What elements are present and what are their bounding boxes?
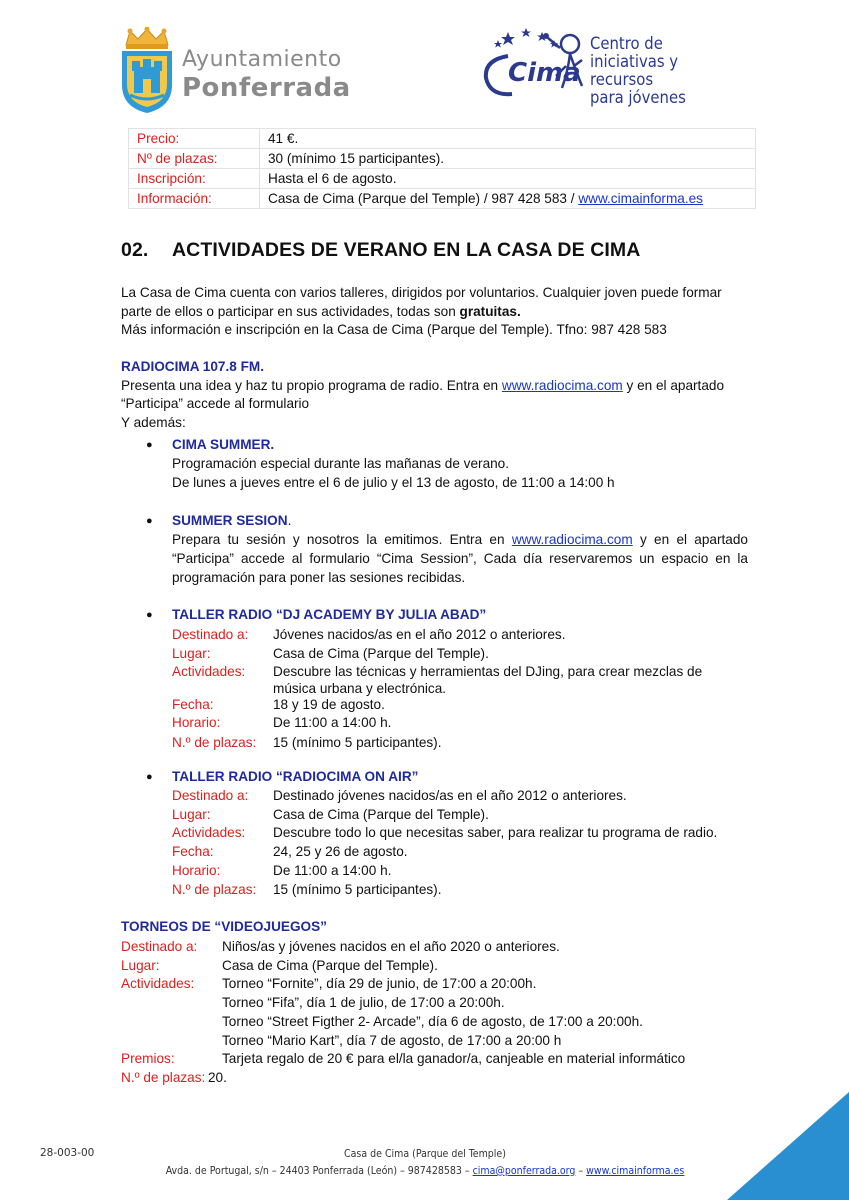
info-key: Nº de plazas:	[129, 149, 260, 169]
detail-row	[172, 806, 752, 825]
on-air-details	[172, 787, 752, 899]
dj-academy-title	[172, 605, 748, 624]
cima-summer-title: CIMA SUMMER.	[172, 437, 275, 452]
detail-value: Torneo “Fornite”, día 29 de junio, de 17:00 a 20:00h.	[222, 976, 537, 992]
detail-key: Lugar:	[172, 806, 211, 822]
cima-tagline-line1: Centro de	[590, 34, 663, 53]
detail-value: Torneo “Street Figther 2- Arcade”, día 6 de agosto, de 17:00 a 20:00h.	[222, 1013, 643, 1029]
torneos-details	[121, 938, 761, 1088]
intro-text: parte de ellos o participar en sus actividades, todas son	[121, 303, 460, 319]
detail-key: Destinado a:	[121, 939, 198, 954]
dj-academy-details	[172, 626, 752, 753]
dj-academy-title-text: TALLER RADIO “DJ ACADEMY BY JULIA ABAD”	[172, 607, 487, 622]
cima-summer-block	[172, 435, 748, 492]
footer-line1: Casa de Cima (Parque del Temple)	[344, 1148, 506, 1160]
detail-key: N.º de plazas:	[172, 734, 257, 750]
bullet-icon: ●	[146, 609, 153, 621]
detail-key: Premios:	[121, 1051, 175, 1067]
torneos-title	[121, 918, 761, 937]
detail-value: Destinado jóvenes nacidos/as en el año 2012 o anteriores.	[273, 788, 627, 803]
detail-row	[121, 1050, 761, 1069]
detail-row	[172, 626, 752, 645]
detail-value: Torneo “Mario Kart”, día 7 de agosto, de 17:00 a 20:00 h	[222, 1032, 562, 1048]
table-row	[129, 189, 756, 209]
info-text: Casa de Cima (Parque del Temple) / 987 428 583 /	[268, 191, 579, 206]
detail-row	[172, 645, 752, 664]
summer-session-text: y en el apartado	[632, 532, 748, 547]
detail-key: N.º de plazas:	[172, 881, 257, 897]
info-key: Información:	[129, 189, 260, 209]
cima-tagline	[590, 35, 738, 107]
detail-value: 24, 25 y 26 de agosto.	[273, 844, 408, 860]
detail-key: Horario:	[172, 862, 221, 878]
intro-line	[121, 303, 761, 322]
cima-logo	[478, 26, 738, 106]
detail-value: Descubre las técnicas y herramientas del DJing, para crear mezclas de música urbana y electrónica.	[273, 664, 703, 696]
bullet-icon: ●	[146, 771, 153, 783]
corner-triangle-decoration	[727, 1092, 849, 1200]
summer-session-block	[172, 511, 748, 587]
detail-value: Niños/as y jóvenes nacidos en el año 2020 o anteriores.	[222, 939, 560, 954]
detail-key: Actividades:	[172, 825, 246, 841]
radiocima-link[interactable]: www.radiocima.com	[501, 377, 623, 393]
torneos-title-text: TORNEOS DE “VIDEOJUEGOS”	[121, 919, 327, 934]
detail-row	[121, 957, 761, 976]
detail-value: Jóvenes nacidos/as en el año 2012 o anteriores.	[273, 627, 566, 642]
detail-value: Casa de Cima (Parque del Temple).	[273, 806, 489, 822]
page-footer	[120, 1146, 730, 1180]
summer-session-line	[172, 530, 748, 549]
detail-row	[172, 734, 752, 753]
radiocima-line: Y además:	[121, 414, 186, 430]
ponferrada-shield-icon	[118, 27, 176, 115]
intro-line: Más información e inscripción en la Casa de Cima (Parque del Temple). Tfno: 987 428 583	[121, 322, 667, 337]
detail-row	[121, 938, 761, 957]
detail-row	[121, 1013, 761, 1032]
summer-session-text: Prepara tu sesión y nosotros la emitimos. Entra en	[172, 532, 512, 547]
cimainforma-link[interactable]: www.cimainforma.es	[578, 191, 703, 206]
detail-row	[121, 1032, 761, 1051]
detail-value: 15 (mínimo 5 participantes).	[273, 881, 442, 897]
info-value: 30 (mínimo 15 participantes).	[260, 149, 756, 169]
bullet-icon: ●	[146, 515, 153, 527]
radiocima-title: RADIOCIMA 107.8 FM.	[121, 359, 265, 374]
detail-key: N.º de plazas:	[121, 1069, 206, 1085]
detail-value: Casa de Cima (Parque del Temple).	[222, 957, 438, 973]
detail-key: Actividades:	[172, 664, 246, 680]
on-air-title-text: TALLER RADIO “RADIOCIMA ON AIR”	[172, 769, 419, 784]
on-air-title	[172, 767, 748, 786]
website-link[interactable]: www.cimainforma.es	[586, 1165, 685, 1177]
summer-session-dot: .	[287, 513, 292, 528]
radiocima-text: Presenta una idea y haz tu propio programa de radio. Entra en	[121, 377, 502, 393]
detail-row	[121, 1069, 761, 1088]
detail-value: 15 (mínimo 5 participantes).	[273, 734, 442, 750]
section-heading	[121, 239, 640, 262]
detail-value: De 11:00 a 14:00 h.	[273, 862, 392, 878]
cima-summer-line: De lunes a jueves entre el 6 de julio y el 13 de agosto, de 11:00 a 14:00 h	[172, 475, 615, 490]
detail-row	[172, 787, 752, 806]
document-code: 28-003-00	[40, 1147, 95, 1159]
detail-key: Destinado a:	[172, 627, 249, 642]
detail-row	[172, 881, 752, 900]
table-row	[129, 129, 756, 149]
ayuntamiento-wordmark	[182, 47, 351, 103]
radiocima-line	[121, 377, 761, 396]
email-link[interactable]: cima@ponferrada.org	[472, 1165, 576, 1177]
footer-address: Avda. de Portugal, s/n – 24403 Ponferrada (León) – 987428583 –	[165, 1165, 473, 1177]
detail-key: Lugar:	[121, 957, 160, 973]
detail-row	[172, 697, 752, 714]
detail-key	[121, 1032, 222, 1051]
footer-separator: –	[575, 1165, 587, 1177]
radiocima-link[interactable]: www.radiocima.com	[511, 532, 633, 547]
cima-tagline-line2: iniciativas y recursos	[590, 52, 679, 89]
section-title: ACTIVIDADES DE VERANO EN LA CASA DE CIMA	[172, 239, 641, 261]
summer-session-line: programación para poner las sesiones recibidas.	[172, 570, 466, 585]
detail-value: Descubre todo lo que necesitas saber, para realizar tu programa de radio.	[273, 825, 718, 841]
detail-value: 20.	[208, 1069, 227, 1085]
summer-session-line: “Participa” accede al formulario “Cima Session”, Cada día reservaremos un espacio en la	[172, 551, 748, 566]
intro-paragraph	[121, 284, 761, 340]
radiocima-line: “Participa” accede al formulario	[121, 396, 310, 411]
radiocima-text: y en el apartado	[622, 377, 725, 393]
cima-tagline-line3: para jóvenes	[590, 88, 686, 107]
intro-line: La Casa de Cima cuenta con varios talleres, dirigidos por voluntarios. Cualquier joven puede formar	[121, 285, 722, 300]
info-value: Hasta el 6 de agosto.	[260, 169, 756, 189]
detail-key: Fecha:	[172, 697, 214, 713]
detail-row	[121, 994, 761, 1013]
table-row	[129, 149, 756, 169]
detail-value: Tarjeta regalo de 20 € para el/la ganador/a, canjeable en material informático	[222, 1051, 686, 1067]
bullet-icon: ●	[146, 439, 153, 451]
summer-session-heading	[172, 511, 748, 530]
radiocima-block	[121, 358, 761, 432]
info-key: Precio:	[129, 129, 260, 149]
ayuntamiento-line1: Ayuntamiento	[182, 47, 342, 72]
cima-summer-line: Programación especial durante las mañanas de verano.	[172, 456, 510, 471]
detail-key	[121, 994, 222, 1013]
footer-line2	[120, 1163, 730, 1180]
cima-wordmark: Cima	[508, 58, 581, 88]
detail-value: 18 y 19 de agosto.	[273, 697, 385, 713]
detail-row	[172, 664, 752, 697]
detail-row	[172, 843, 752, 862]
ayuntamiento-line2: Ponferrada	[182, 73, 351, 103]
detail-row	[172, 862, 752, 881]
table-row	[129, 169, 756, 189]
detail-value: Torneo “Fifa”, día 1 de julio, de 17:00 a 20:00h.	[222, 995, 505, 1011]
course-info-table	[128, 128, 756, 209]
section-number: 02.	[121, 239, 149, 261]
detail-key: Lugar:	[172, 645, 211, 661]
info-key: Inscripción:	[129, 169, 260, 189]
detail-key: Actividades:	[121, 976, 195, 992]
detail-key: Destinado a:	[172, 788, 249, 803]
detail-value: Casa de Cima (Parque del Temple).	[273, 645, 489, 661]
detail-key: Fecha:	[172, 844, 214, 860]
detail-key: Horario:	[172, 714, 221, 730]
detail-key	[121, 1013, 222, 1032]
detail-row	[121, 975, 761, 994]
ayuntamiento-logo	[118, 27, 351, 115]
summer-session-title: SUMMER SESION	[172, 513, 288, 528]
detail-row	[172, 714, 752, 731]
info-value	[260, 189, 756, 209]
info-value: 41 €.	[260, 129, 756, 149]
detail-row	[172, 824, 752, 843]
page-header	[0, 0, 849, 115]
detail-value: De 11:00 a 14:00 h.	[273, 714, 392, 730]
intro-bold: gratuitas.	[459, 303, 521, 319]
